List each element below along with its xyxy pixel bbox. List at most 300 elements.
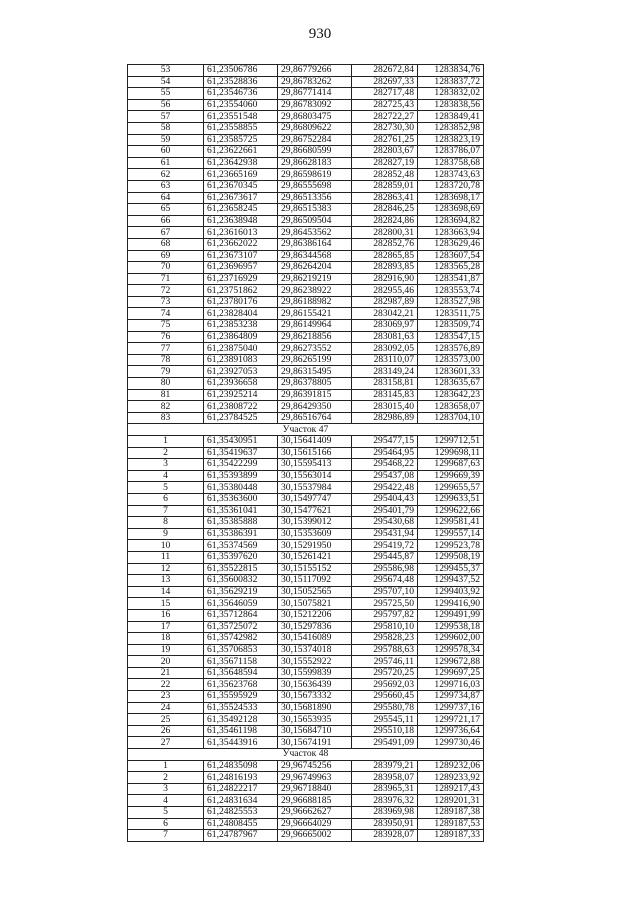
point-number-cell: 72 — [128, 285, 204, 297]
longitude-cell: 30,15497747 — [278, 493, 352, 505]
x-coordinate-cell: 295707,10 — [352, 586, 418, 598]
latitude-cell: 61,35422299 — [204, 459, 278, 471]
y-coordinate-cell: 1299687,63 — [418, 459, 484, 471]
latitude-cell: 61,23665169 — [204, 169, 278, 181]
table-row — [128, 679, 484, 691]
table-row — [128, 412, 484, 424]
table-row — [128, 702, 484, 714]
latitude-cell: 61,24822217 — [204, 783, 278, 795]
latitude-cell: 61,35725072 — [204, 621, 278, 633]
latitude-cell: 61,23891083 — [204, 354, 278, 366]
point-number-cell: 71 — [128, 273, 204, 285]
x-coordinate-cell: 295797,82 — [352, 609, 418, 621]
point-number-cell: 59 — [128, 134, 204, 146]
x-coordinate-cell: 295419,72 — [352, 540, 418, 552]
latitude-cell: 61,35712864 — [204, 609, 278, 621]
longitude-cell: 30,15297836 — [278, 621, 352, 633]
point-number-cell: 78 — [128, 354, 204, 366]
table-row — [128, 354, 484, 366]
x-coordinate-cell: 295437,08 — [352, 470, 418, 482]
longitude-cell: 30,15212206 — [278, 609, 352, 621]
table-row — [128, 493, 484, 505]
longitude-cell: 29,86509504 — [278, 215, 352, 227]
y-coordinate-cell: 1283553,74 — [418, 285, 484, 297]
x-coordinate-cell: 295468,22 — [352, 459, 418, 471]
point-number-cell: 26 — [128, 725, 204, 737]
longitude-cell: 29,86783092 — [278, 99, 352, 111]
y-coordinate-cell: 1299403,92 — [418, 586, 484, 598]
y-coordinate-cell: 1283527,98 — [418, 296, 484, 308]
longitude-cell: 30,15636439 — [278, 679, 352, 691]
x-coordinate-cell: 295586,98 — [352, 563, 418, 575]
x-coordinate-cell: 283145,83 — [352, 389, 418, 401]
table-row — [128, 667, 484, 679]
point-number-cell: 57 — [128, 111, 204, 123]
y-coordinate-cell: 1299416,90 — [418, 598, 484, 610]
y-coordinate-cell: 1289187,53 — [418, 818, 484, 830]
table-row — [128, 331, 484, 343]
point-number-cell: 3 — [128, 783, 204, 795]
point-number-cell: 7 — [128, 830, 204, 842]
x-coordinate-cell: 295788,63 — [352, 644, 418, 656]
table-row — [128, 691, 484, 703]
longitude-cell: 30,15399012 — [278, 517, 352, 529]
table-row — [128, 795, 484, 807]
table-row — [128, 320, 484, 332]
page-number: 930 — [308, 26, 332, 42]
latitude-cell: 61,35646059 — [204, 598, 278, 610]
longitude-cell: 29,96718840 — [278, 783, 352, 795]
longitude-cell: 30,15681890 — [278, 702, 352, 714]
table-row — [128, 621, 484, 633]
y-coordinate-cell: 1283547,15 — [418, 331, 484, 343]
x-coordinate-cell: 295401,79 — [352, 505, 418, 517]
table-row — [128, 157, 484, 169]
table-row — [128, 540, 484, 552]
table-row — [128, 644, 484, 656]
y-coordinate-cell: 1283849,41 — [418, 111, 484, 123]
table-row — [128, 633, 484, 645]
point-number-cell: 54 — [128, 76, 204, 88]
table-row — [128, 111, 484, 123]
table-row — [128, 378, 484, 390]
y-coordinate-cell: 1299622,66 — [418, 505, 484, 517]
x-coordinate-cell: 283092,05 — [352, 343, 418, 355]
point-number-cell: 62 — [128, 169, 204, 181]
y-coordinate-cell: 1299655,57 — [418, 482, 484, 494]
x-coordinate-cell: 282725,43 — [352, 99, 418, 111]
longitude-cell: 29,86155421 — [278, 308, 352, 320]
latitude-cell: 61,23716929 — [204, 273, 278, 285]
longitude-cell: 30,15537984 — [278, 482, 352, 494]
x-coordinate-cell: 282672,84 — [352, 65, 418, 77]
latitude-cell: 61,23936658 — [204, 378, 278, 390]
longitude-cell: 30,15117092 — [278, 575, 352, 587]
x-coordinate-cell: 283110,07 — [352, 354, 418, 366]
x-coordinate-cell: 295692,03 — [352, 679, 418, 691]
point-number-cell: 61 — [128, 157, 204, 169]
point-number-cell: 68 — [128, 238, 204, 250]
point-number-cell: 20 — [128, 656, 204, 668]
point-number-cell: 3 — [128, 459, 204, 471]
point-number-cell: 9 — [128, 528, 204, 540]
x-coordinate-cell: 282852,48 — [352, 169, 418, 181]
latitude-cell: 61,23638948 — [204, 215, 278, 227]
latitude-cell: 61,23696957 — [204, 262, 278, 274]
table-row — [128, 88, 484, 100]
latitude-cell: 61,35443916 — [204, 737, 278, 749]
point-number-cell: 58 — [128, 122, 204, 134]
x-coordinate-cell: 283158,81 — [352, 378, 418, 390]
y-coordinate-cell: 1299437,52 — [418, 575, 484, 587]
point-number-cell: 63 — [128, 180, 204, 192]
y-coordinate-cell: 1299697,25 — [418, 667, 484, 679]
table-row — [128, 575, 484, 587]
point-number-cell: 4 — [128, 470, 204, 482]
table-row — [128, 783, 484, 795]
latitude-cell: 61,23673617 — [204, 192, 278, 204]
y-coordinate-cell: 1299581,41 — [418, 517, 484, 529]
y-coordinate-cell: 1299602,00 — [418, 633, 484, 645]
latitude-cell: 61,35393899 — [204, 470, 278, 482]
table-row — [128, 725, 484, 737]
x-coordinate-cell: 295720,25 — [352, 667, 418, 679]
y-coordinate-cell: 1299633,51 — [418, 493, 484, 505]
x-coordinate-cell: 282846,25 — [352, 204, 418, 216]
table-row — [128, 598, 484, 610]
y-coordinate-cell: 1299508,19 — [418, 551, 484, 563]
latitude-cell: 61,35361041 — [204, 505, 278, 517]
x-coordinate-cell: 295430,68 — [352, 517, 418, 529]
point-number-cell: 23 — [128, 691, 204, 703]
x-coordinate-cell: 282697,33 — [352, 76, 418, 88]
y-coordinate-cell: 1299712,51 — [418, 436, 484, 448]
point-number-cell: 21 — [128, 667, 204, 679]
longitude-cell: 29,86188982 — [278, 296, 352, 308]
y-coordinate-cell: 1283541,87 — [418, 273, 484, 285]
table-row — [128, 227, 484, 239]
table-row — [128, 308, 484, 320]
latitude-cell: 61,35492128 — [204, 714, 278, 726]
point-number-cell: 2 — [128, 447, 204, 459]
table-row — [128, 343, 484, 355]
longitude-cell: 30,15416089 — [278, 633, 352, 645]
longitude-cell: 29,86771414 — [278, 88, 352, 100]
table-row — [128, 180, 484, 192]
table-row — [128, 169, 484, 181]
x-coordinate-cell: 283958,07 — [352, 772, 418, 784]
latitude-cell: 61,23853238 — [204, 320, 278, 332]
point-number-cell: 5 — [128, 482, 204, 494]
longitude-cell: 30,15052565 — [278, 586, 352, 598]
longitude-cell: 30,15477621 — [278, 505, 352, 517]
point-number-cell: 53 — [128, 65, 204, 77]
latitude-cell: 61,23927053 — [204, 366, 278, 378]
latitude-cell: 61,24825553 — [204, 807, 278, 819]
latitude-cell: 61,35385888 — [204, 517, 278, 529]
longitude-cell: 29,86386164 — [278, 238, 352, 250]
longitude-cell: 29,86453562 — [278, 227, 352, 239]
longitude-cell: 29,86429350 — [278, 401, 352, 413]
y-coordinate-cell: 1283573,00 — [418, 354, 484, 366]
y-coordinate-cell: 1283838,56 — [418, 99, 484, 111]
x-coordinate-cell: 282852,76 — [352, 238, 418, 250]
longitude-cell: 30,15374018 — [278, 644, 352, 656]
y-coordinate-cell: 1283658,07 — [418, 401, 484, 413]
table-row — [128, 285, 484, 297]
longitude-cell: 30,15595413 — [278, 459, 352, 471]
longitude-cell: 30,15673332 — [278, 691, 352, 703]
longitude-cell: 29,86344568 — [278, 250, 352, 262]
y-coordinate-cell: 1289201,31 — [418, 795, 484, 807]
longitude-cell: 29,86555698 — [278, 180, 352, 192]
y-coordinate-cell: 1283576,89 — [418, 343, 484, 355]
longitude-cell: 29,86513356 — [278, 192, 352, 204]
x-coordinate-cell: 282717,48 — [352, 88, 418, 100]
x-coordinate-cell: 282803,67 — [352, 146, 418, 158]
latitude-cell: 61,24787967 — [204, 830, 278, 842]
latitude-cell: 61,23875040 — [204, 343, 278, 355]
point-number-cell: 65 — [128, 204, 204, 216]
table-row — [128, 65, 484, 77]
table-row — [128, 517, 484, 529]
point-number-cell: 6 — [128, 493, 204, 505]
longitude-cell: 29,96745256 — [278, 760, 352, 772]
latitude-cell: 61,35595929 — [204, 691, 278, 703]
y-coordinate-cell: 1289232,06 — [418, 760, 484, 772]
longitude-cell: 29,86779266 — [278, 65, 352, 77]
y-coordinate-cell: 1283509,74 — [418, 320, 484, 332]
longitude-cell: 30,15291950 — [278, 540, 352, 552]
x-coordinate-cell: 295422,48 — [352, 482, 418, 494]
longitude-cell: 29,96662627 — [278, 807, 352, 819]
table-row — [128, 818, 484, 830]
latitude-cell: 61,35419637 — [204, 447, 278, 459]
longitude-cell: 29,86515383 — [278, 204, 352, 216]
x-coordinate-cell: 282859,01 — [352, 180, 418, 192]
y-coordinate-cell: 1299523,78 — [418, 540, 484, 552]
latitude-cell: 61,35623768 — [204, 679, 278, 691]
table-row — [128, 401, 484, 413]
latitude-cell: 61,23642938 — [204, 157, 278, 169]
latitude-cell: 61,35380448 — [204, 482, 278, 494]
y-coordinate-cell: 1283565,28 — [418, 262, 484, 274]
longitude-cell: 30,15075821 — [278, 598, 352, 610]
latitude-cell: 61,24835098 — [204, 760, 278, 772]
coordinates-table — [127, 64, 484, 842]
longitude-cell: 29,86803475 — [278, 111, 352, 123]
longitude-cell: 29,86218856 — [278, 331, 352, 343]
latitude-cell: 61,23780176 — [204, 296, 278, 308]
y-coordinate-cell: 1299721,17 — [418, 714, 484, 726]
point-number-cell: 82 — [128, 401, 204, 413]
y-coordinate-cell: 1283511,75 — [418, 308, 484, 320]
y-coordinate-cell: 1283758,68 — [418, 157, 484, 169]
table-row — [128, 447, 484, 459]
point-number-cell: 6 — [128, 818, 204, 830]
latitude-cell: 61,35374569 — [204, 540, 278, 552]
longitude-cell: 29,96749963 — [278, 772, 352, 784]
longitude-cell: 30,15155152 — [278, 563, 352, 575]
latitude-cell: 61,24831634 — [204, 795, 278, 807]
x-coordinate-cell: 295545,11 — [352, 714, 418, 726]
latitude-cell: 61,35363600 — [204, 493, 278, 505]
longitude-cell: 29,86628183 — [278, 157, 352, 169]
y-coordinate-cell: 1299734,87 — [418, 691, 484, 703]
longitude-cell: 29,86680599 — [278, 146, 352, 158]
y-coordinate-cell: 1283786,07 — [418, 146, 484, 158]
x-coordinate-cell: 282730,30 — [352, 122, 418, 134]
point-number-cell: 56 — [128, 99, 204, 111]
y-coordinate-cell: 1289233,92 — [418, 772, 484, 784]
x-coordinate-cell: 282955,46 — [352, 285, 418, 297]
table-row — [128, 459, 484, 471]
x-coordinate-cell: 295828,23 — [352, 633, 418, 645]
section-header-row — [128, 749, 484, 761]
x-coordinate-cell: 295674,48 — [352, 575, 418, 587]
x-coordinate-cell: 295491,09 — [352, 737, 418, 749]
latitude-cell: 61,35600832 — [204, 575, 278, 587]
y-coordinate-cell: 1299737,16 — [418, 702, 484, 714]
x-coordinate-cell: 283015,40 — [352, 401, 418, 413]
longitude-cell: 29,96688185 — [278, 795, 352, 807]
table-row — [128, 609, 484, 621]
y-coordinate-cell: 1299730,46 — [418, 737, 484, 749]
x-coordinate-cell: 282800,31 — [352, 227, 418, 239]
point-number-cell: 83 — [128, 412, 204, 424]
y-coordinate-cell: 1289217,43 — [418, 783, 484, 795]
x-coordinate-cell: 282863,41 — [352, 192, 418, 204]
x-coordinate-cell: 295464,95 — [352, 447, 418, 459]
table-row — [128, 366, 484, 378]
y-coordinate-cell: 1299716,03 — [418, 679, 484, 691]
x-coordinate-cell: 295445,87 — [352, 551, 418, 563]
x-coordinate-cell: 295510,18 — [352, 725, 418, 737]
y-coordinate-cell: 1299669,39 — [418, 470, 484, 482]
table-row — [128, 505, 484, 517]
latitude-cell: 61,23551548 — [204, 111, 278, 123]
longitude-cell: 29,86378805 — [278, 378, 352, 390]
point-number-cell: 74 — [128, 308, 204, 320]
table-row — [128, 772, 484, 784]
coordinates-table-body — [128, 65, 484, 842]
point-number-cell: 15 — [128, 598, 204, 610]
y-coordinate-cell: 1283642,23 — [418, 389, 484, 401]
x-coordinate-cell: 295404,43 — [352, 493, 418, 505]
point-number-cell: 19 — [128, 644, 204, 656]
longitude-cell: 30,15615166 — [278, 447, 352, 459]
longitude-cell: 29,96664029 — [278, 818, 352, 830]
table-row — [128, 250, 484, 262]
table-row — [128, 586, 484, 598]
point-number-cell: 69 — [128, 250, 204, 262]
longitude-cell: 29,86783262 — [278, 76, 352, 88]
x-coordinate-cell: 295810,10 — [352, 621, 418, 633]
longitude-cell: 29,96665002 — [278, 830, 352, 842]
longitude-cell: 30,15261421 — [278, 551, 352, 563]
point-number-cell: 25 — [128, 714, 204, 726]
y-coordinate-cell: 1283837,72 — [418, 76, 484, 88]
latitude-cell: 61,35671158 — [204, 656, 278, 668]
latitude-cell: 61,23554060 — [204, 99, 278, 111]
y-coordinate-cell: 1283698,17 — [418, 192, 484, 204]
section-title: Участок 48 — [128, 749, 484, 761]
latitude-cell: 61,23616013 — [204, 227, 278, 239]
latitude-cell: 61,23585725 — [204, 134, 278, 146]
latitude-cell: 61,35397620 — [204, 551, 278, 563]
longitude-cell: 30,15684710 — [278, 725, 352, 737]
point-number-cell: 18 — [128, 633, 204, 645]
latitude-cell: 61,23670345 — [204, 180, 278, 192]
y-coordinate-cell: 1283694,82 — [418, 215, 484, 227]
longitude-cell: 29,86238922 — [278, 285, 352, 297]
y-coordinate-cell: 1289187,33 — [418, 830, 484, 842]
latitude-cell: 61,23558855 — [204, 122, 278, 134]
point-number-cell: 73 — [128, 296, 204, 308]
table-row — [128, 389, 484, 401]
table-row — [128, 737, 484, 749]
y-coordinate-cell: 1283629,46 — [418, 238, 484, 250]
y-coordinate-cell: 1299672,88 — [418, 656, 484, 668]
point-number-cell: 60 — [128, 146, 204, 158]
table-row — [128, 482, 484, 494]
longitude-cell: 29,86516764 — [278, 412, 352, 424]
latitude-cell: 61,23528836 — [204, 76, 278, 88]
y-coordinate-cell: 1299736,64 — [418, 725, 484, 737]
latitude-cell: 61,23546736 — [204, 88, 278, 100]
latitude-cell: 61,35430951 — [204, 436, 278, 448]
x-coordinate-cell: 283069,97 — [352, 320, 418, 332]
x-coordinate-cell: 283042,21 — [352, 308, 418, 320]
latitude-cell: 61,23662022 — [204, 238, 278, 250]
y-coordinate-cell: 1289187,38 — [418, 807, 484, 819]
longitude-cell: 29,86273552 — [278, 343, 352, 355]
y-coordinate-cell: 1299491,99 — [418, 609, 484, 621]
table-row — [128, 656, 484, 668]
table-row — [128, 215, 484, 227]
x-coordinate-cell: 295660,45 — [352, 691, 418, 703]
point-number-cell: 79 — [128, 366, 204, 378]
y-coordinate-cell: 1283834,76 — [418, 65, 484, 77]
y-coordinate-cell: 1283704,10 — [418, 412, 484, 424]
point-number-cell: 22 — [128, 679, 204, 691]
section-title: Участок 47 — [128, 424, 484, 436]
longitude-cell: 29,86265199 — [278, 354, 352, 366]
x-coordinate-cell: 283928,07 — [352, 830, 418, 842]
table-row — [128, 551, 484, 563]
x-coordinate-cell: 295477,15 — [352, 436, 418, 448]
y-coordinate-cell: 1299698,11 — [418, 447, 484, 459]
x-coordinate-cell: 295580,78 — [352, 702, 418, 714]
point-number-cell: 1 — [128, 760, 204, 772]
table-row — [128, 830, 484, 842]
table-row — [128, 296, 484, 308]
table-row — [128, 146, 484, 158]
longitude-cell: 30,15674191 — [278, 737, 352, 749]
latitude-cell: 61,35386391 — [204, 528, 278, 540]
latitude-cell: 61,35706853 — [204, 644, 278, 656]
table-row — [128, 192, 484, 204]
x-coordinate-cell: 283950,91 — [352, 818, 418, 830]
longitude-cell: 29,86219219 — [278, 273, 352, 285]
x-coordinate-cell: 282986,89 — [352, 412, 418, 424]
point-number-cell: 70 — [128, 262, 204, 274]
point-number-cell: 80 — [128, 378, 204, 390]
table-row — [128, 238, 484, 250]
latitude-cell: 61,23751862 — [204, 285, 278, 297]
latitude-cell: 61,23925214 — [204, 389, 278, 401]
y-coordinate-cell: 1283698,69 — [418, 204, 484, 216]
